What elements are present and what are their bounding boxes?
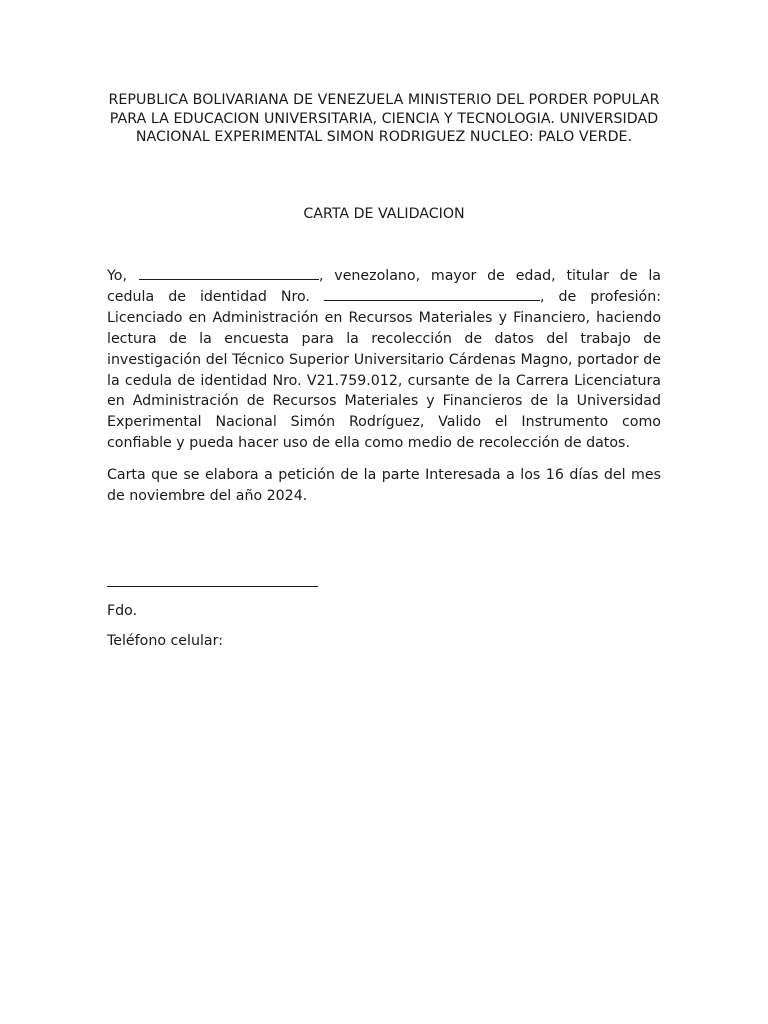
- letter-header: REPUBLICA BOLIVARIANA DE VENEZUELA MINISTERIO DEL PORDER POPULAR PARA LA EDUCACION UNIVERSITARIA, CIENCIA Y TECNOLOGIA. UNIVERSIDAD NACIONAL EXPERIMENTAL SIMON RODRIGUEZ NUCLEO: PALO VERDE.: [108, 92, 660, 145]
- signature-phone-label: Teléfono celular:: [107, 633, 223, 649]
- name-blank-line: [139, 266, 319, 280]
- paragraph-main-part2: , venezolano, mayor de edad, titular de la cedula de identidad Nro.: [107, 268, 661, 305]
- signature-fdo-label: Fdo.: [107, 603, 138, 619]
- paragraph-date: Carta que se elabora a petición de la parte Interesada a los 16 días del mes de noviembre del año 2024.: [107, 467, 661, 505]
- letter-body: [107, 266, 661, 518]
- signature-line: [107, 573, 318, 587]
- signature-block: [107, 573, 661, 661]
- paragraph-main-part3: , de profesión: Licenciado en Administración en Recursos Materiales y Financiero, haciendo lectura de la encuesta para la recolección de datos del trabajo de investigación del Técnico Superior Universitario Cárdenas Magno, portador de la cedula de identidad Nro. V21.759.012, cursante de la Carrera Licenciatura en Administración de Recursos Materiales y Financieros de la Universidad Experimental Nacional Simón Rodríguez, Valido el Instrumento como confiable y pueda hacer uso de ella como medio de recolección de datos.: [107, 288, 661, 452]
- letter-title: CARTA DE VALIDACION: [303, 206, 465, 222]
- id-blank-line: [324, 287, 540, 301]
- paragraph-main: [107, 266, 661, 454]
- paragraph-main-part1: Yo,: [107, 268, 127, 284]
